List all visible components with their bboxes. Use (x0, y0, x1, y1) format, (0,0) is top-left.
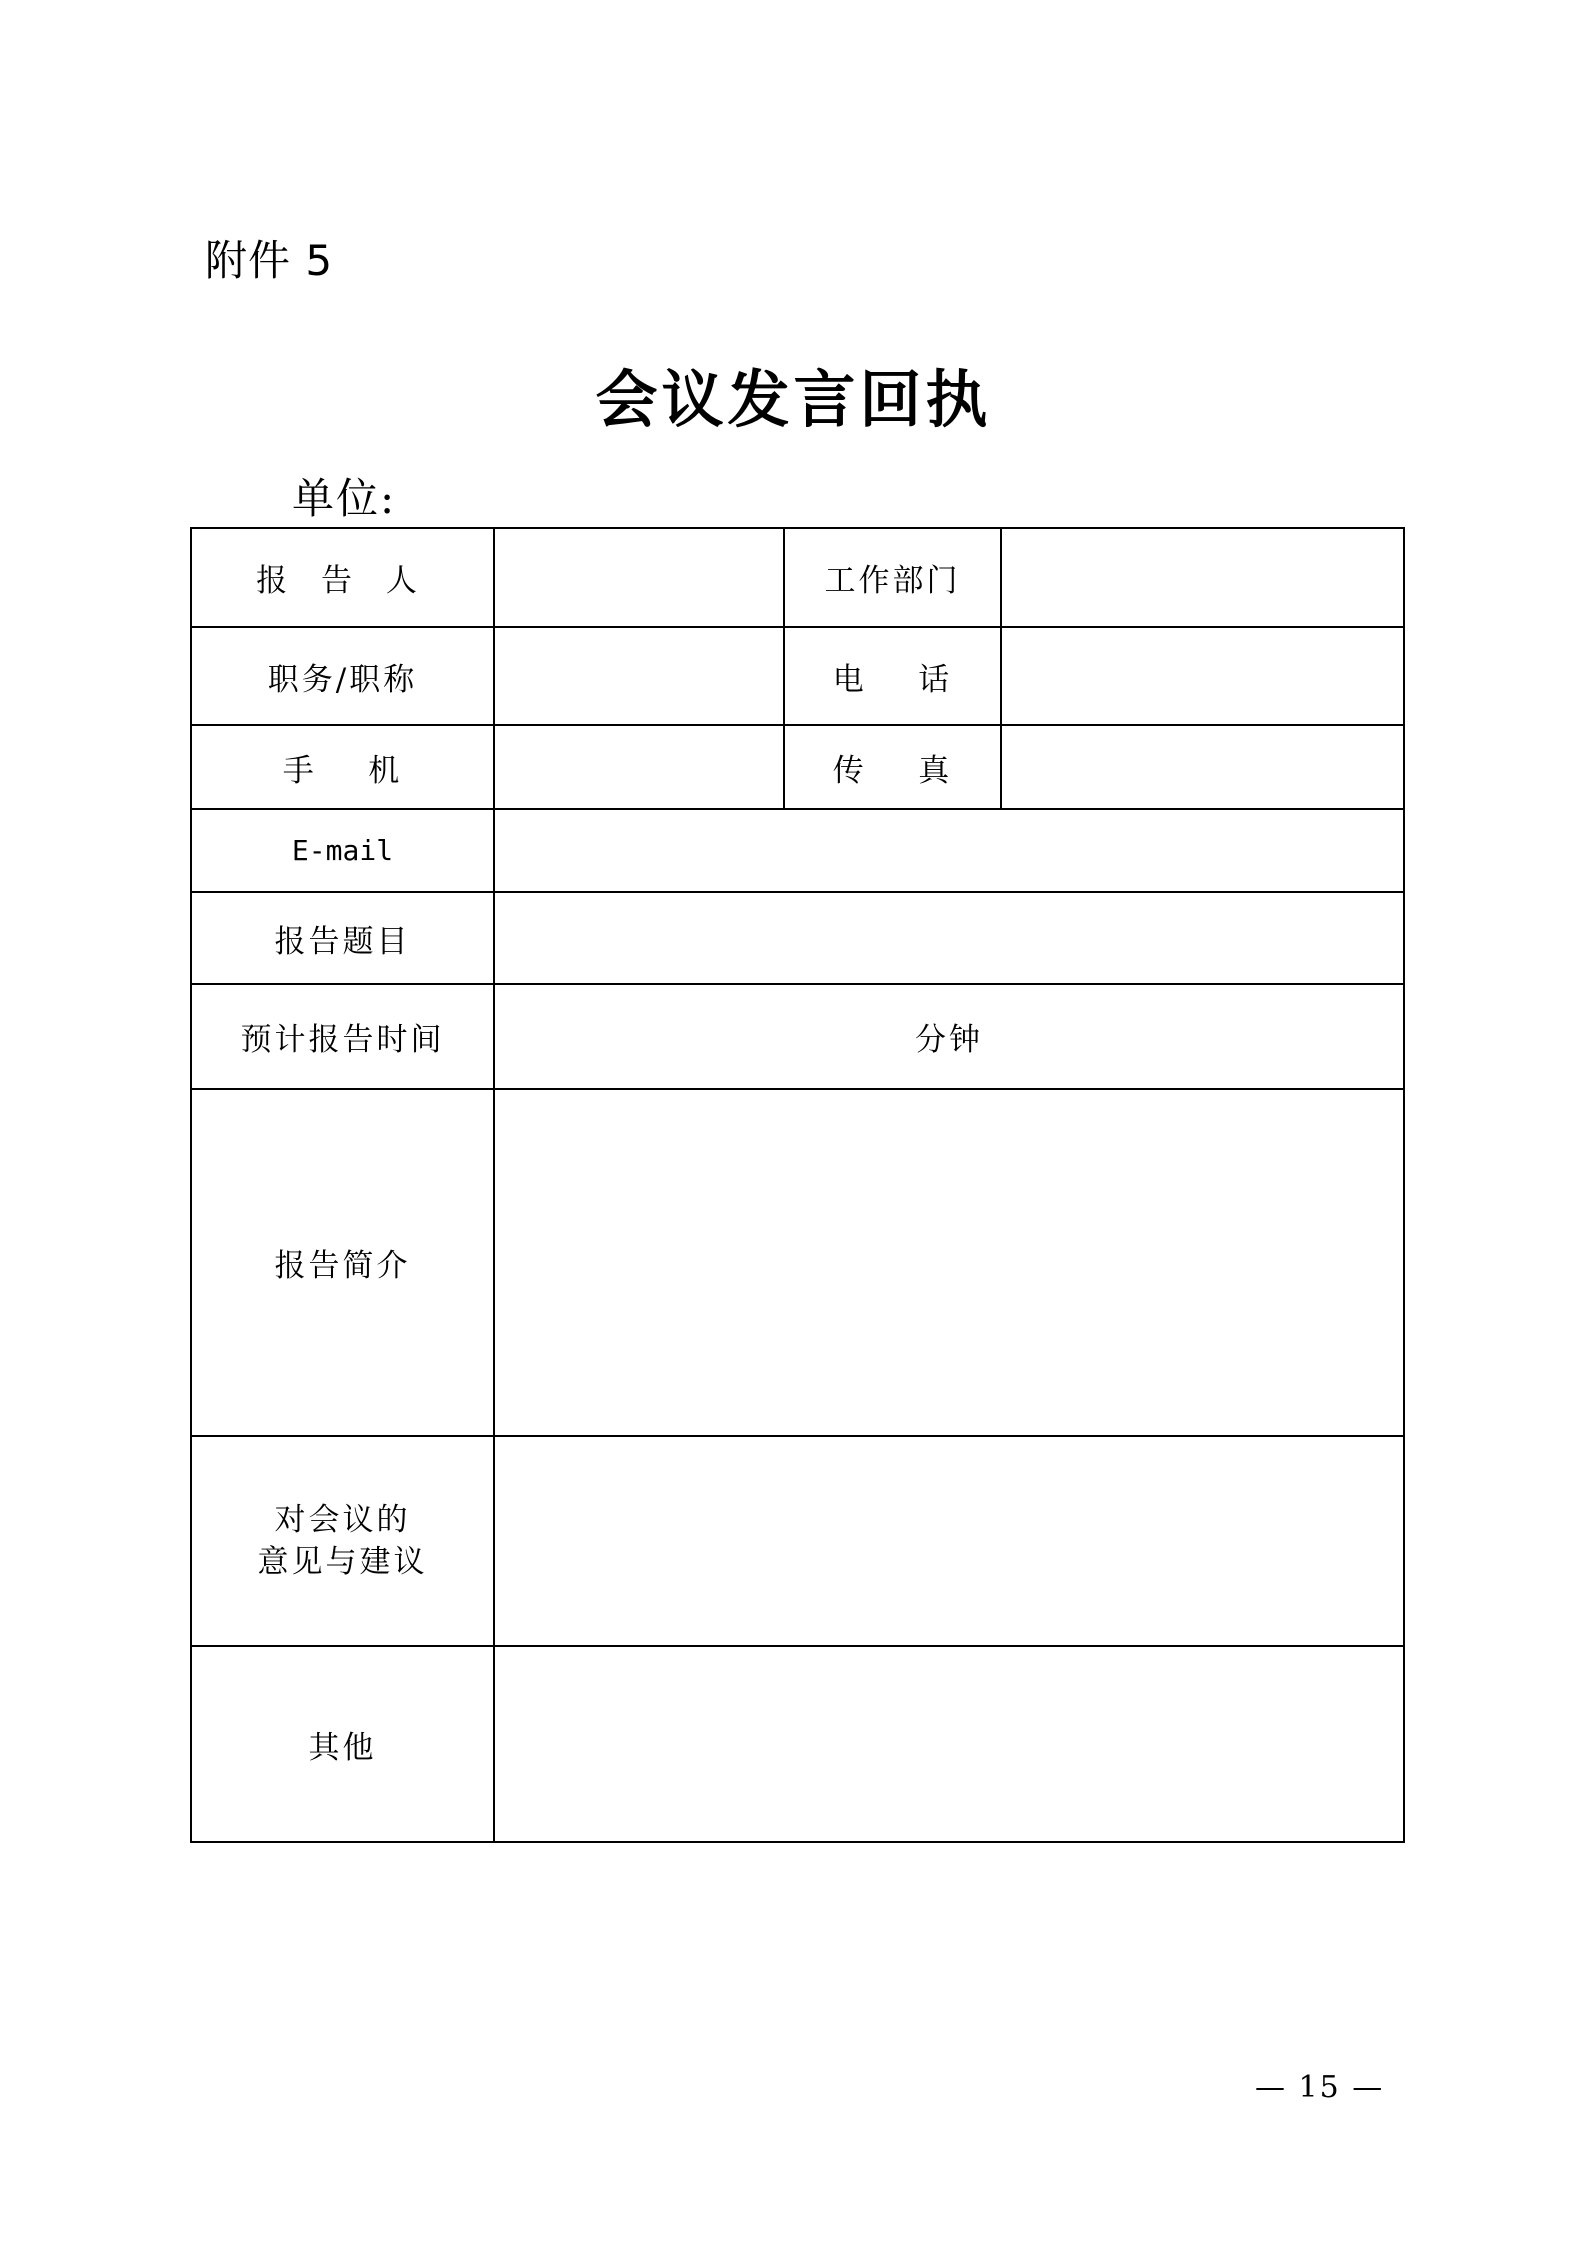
feedback-label-line2: 意见与建议 (257, 1544, 428, 1580)
other-label: 其他 (191, 1646, 494, 1842)
fax-label: 传 真 (784, 725, 1001, 809)
summary-field[interactable] (494, 1089, 1404, 1436)
table-row (191, 528, 1404, 627)
table-row (191, 809, 1404, 892)
table-row (191, 725, 1404, 809)
estimated-time-label: 预计报告时间 (191, 984, 494, 1089)
summary-label: 报告简介 (191, 1089, 494, 1436)
feedback-field[interactable] (494, 1436, 1404, 1646)
page-number: — 15 — (1255, 2070, 1385, 2105)
table-row (191, 892, 1404, 984)
email-label: E-mail (191, 809, 494, 892)
document-title: 会议发言回执 (595, 363, 992, 436)
table-row (191, 984, 1404, 1089)
fax-field[interactable] (1001, 725, 1404, 809)
mobile-field[interactable] (494, 725, 784, 809)
table-row (191, 1436, 1404, 1646)
report-title-field[interactable] (494, 892, 1404, 984)
table-row (191, 1089, 1404, 1436)
reply-form-table (190, 527, 1405, 1843)
attachment-label: 附件 5 (205, 236, 334, 285)
unit-label: 单位: (292, 474, 397, 523)
feedback-label (191, 1436, 494, 1646)
email-field[interactable] (494, 809, 1404, 892)
table-row (191, 627, 1404, 725)
phone-field[interactable] (1001, 627, 1404, 725)
estimated-time-field[interactable] (494, 984, 1404, 1089)
table-row (191, 1646, 1404, 1842)
report-title-label: 报告题目 (191, 892, 494, 984)
feedback-label-line1: 对会议的 (274, 1502, 411, 1538)
other-field[interactable] (494, 1646, 1404, 1842)
mobile-label: 手 机 (191, 725, 494, 809)
position-field[interactable] (494, 627, 784, 725)
department-field[interactable] (1001, 528, 1404, 627)
position-label: 职务/职称 (191, 627, 494, 725)
reporter-field[interactable] (494, 528, 784, 627)
department-label: 工作部门 (784, 528, 1001, 627)
minutes-unit: 分钟 (915, 1022, 983, 1058)
phone-label: 电 话 (784, 627, 1001, 725)
reporter-label: 报 告 人 (191, 528, 494, 627)
